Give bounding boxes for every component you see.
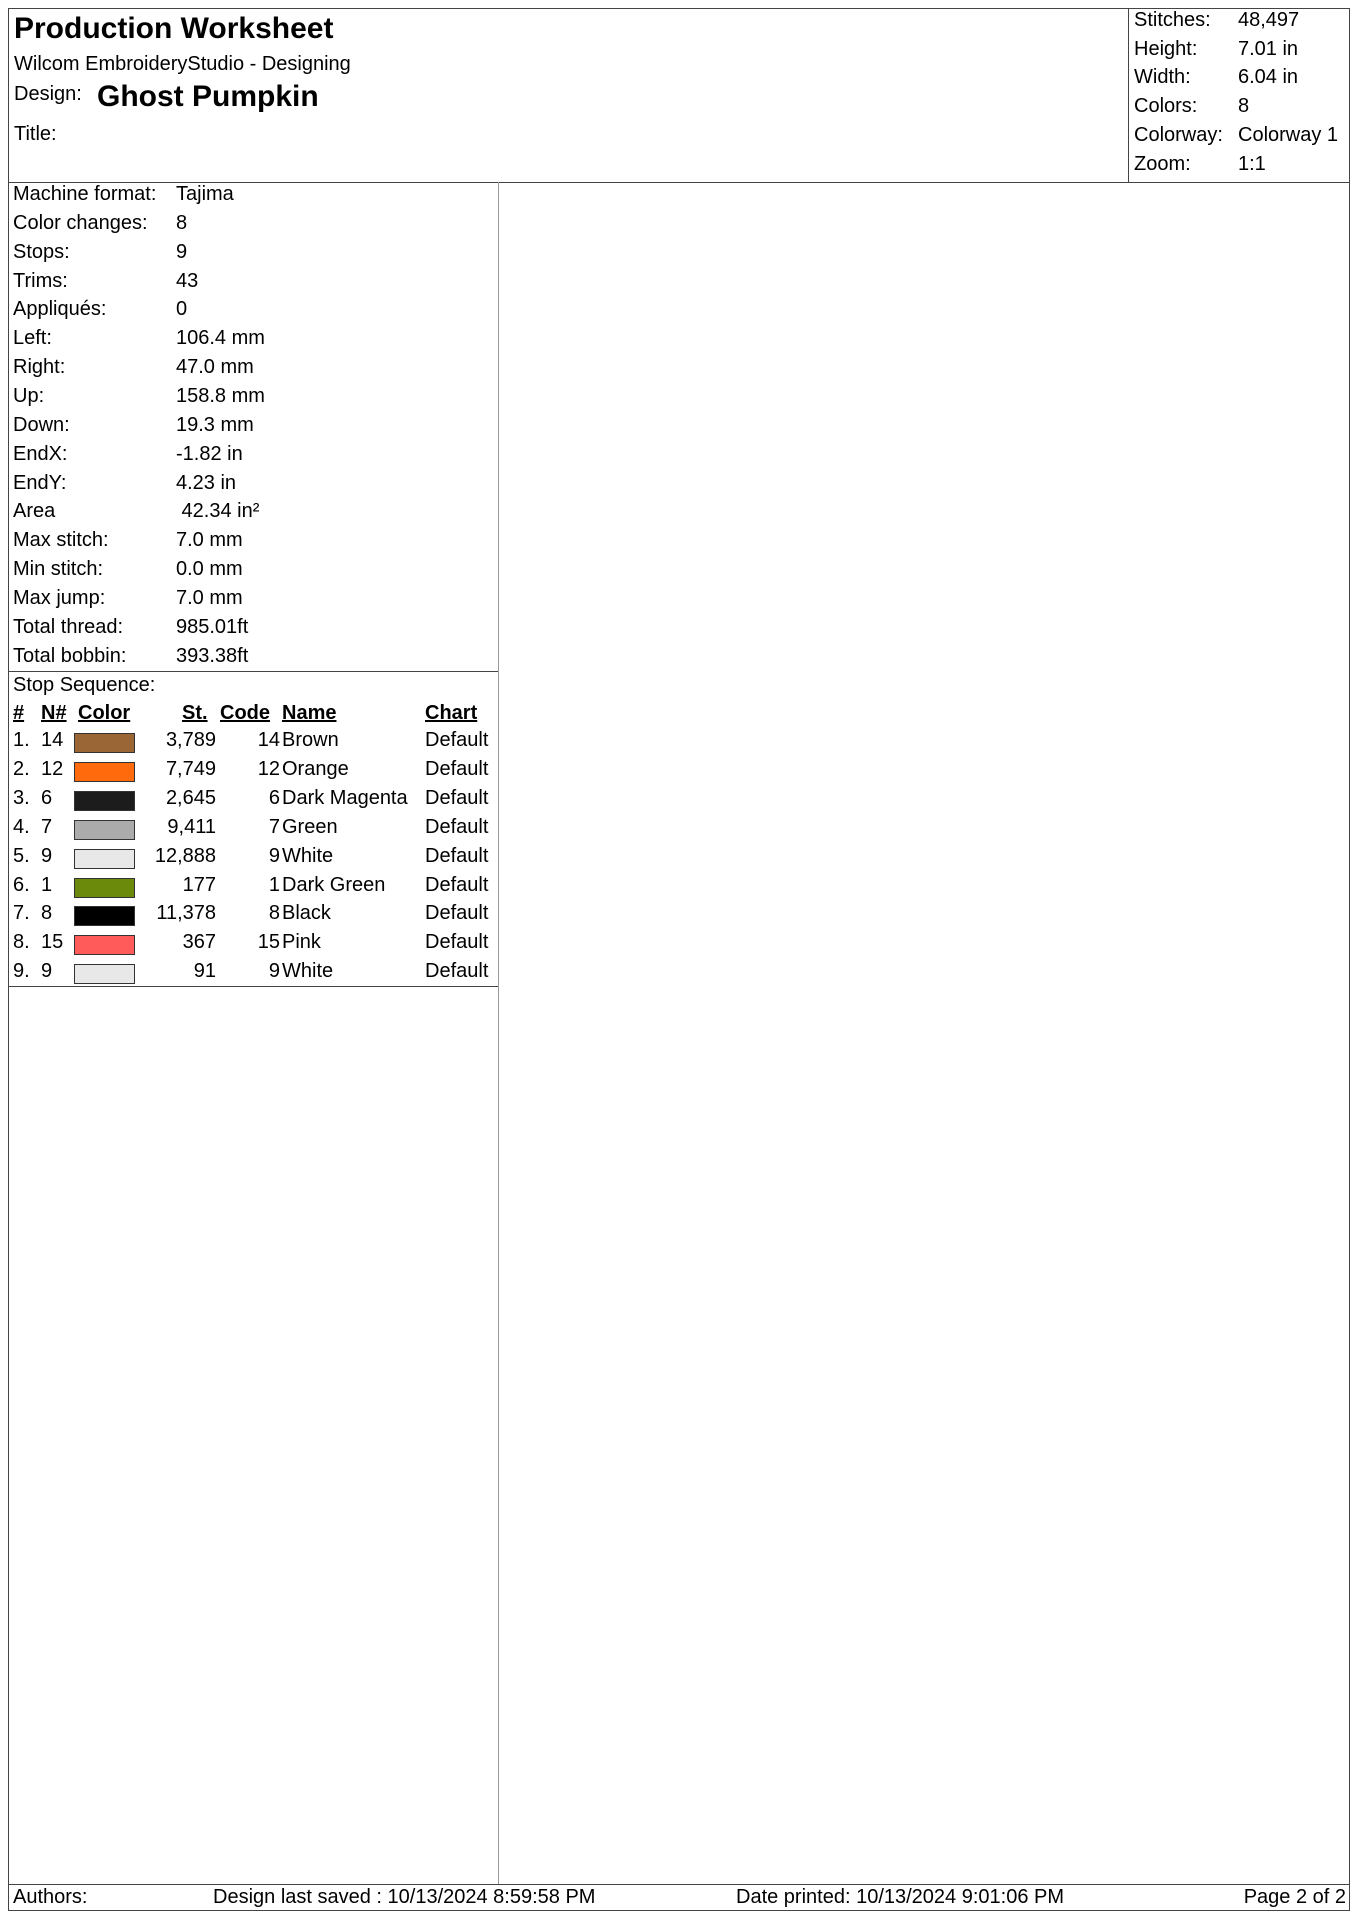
summary-label: Colorway: <box>1134 124 1223 146</box>
stat-label: Color changes: <box>13 211 148 234</box>
stop-needle: 9 <box>41 844 53 867</box>
stop-row <box>8 874 498 903</box>
worksheet-footer <box>8 1884 1350 1911</box>
stat-value: 106.4 mm <box>176 327 265 350</box>
summary-value: 48,497 <box>1238 9 1300 31</box>
stop-code: 1 <box>268 873 280 896</box>
stop-index: 4. <box>13 815 30 838</box>
design-label: Design: <box>14 83 82 105</box>
footer-date-printed: Date printed: 10/13/2024 9:01:06 PM <box>736 1886 1065 1908</box>
stop-sequence <box>8 672 498 987</box>
summary-value: Colorway 1 <box>1238 124 1339 146</box>
stat-label: Total thread: <box>13 615 124 638</box>
col-header-st: St. <box>182 702 208 724</box>
stop-row <box>8 758 498 787</box>
stop-row <box>8 960 498 989</box>
stat-value: 0.0 mm <box>176 558 243 581</box>
stop-code: 14 <box>257 729 280 751</box>
color-swatch <box>74 849 135 869</box>
summary-row-width <box>1129 66 1351 94</box>
footer-page-number: Page 2 of 2 <box>1243 1886 1346 1908</box>
page-title: Production Worksheet <box>14 12 334 45</box>
stop-color-name: Black <box>282 902 331 925</box>
color-swatch <box>74 964 135 984</box>
stop-code: 9 <box>268 844 280 867</box>
stop-index: 2. <box>13 757 30 780</box>
stop-chart: Default <box>425 815 489 838</box>
stop-code: 9 <box>268 960 280 983</box>
stop-stitches: 11,378 <box>156 902 216 925</box>
stop-chart: Default <box>425 960 489 983</box>
stop-code: 8 <box>268 902 280 925</box>
summary-label: Stitches: <box>1134 9 1211 31</box>
summary-row-colors <box>1129 95 1351 123</box>
stat-value: 7.0 mm <box>176 529 243 552</box>
stat-value: 0 <box>176 298 188 321</box>
col-header-code: Code <box>220 702 270 724</box>
col-header-color: Color <box>78 702 131 724</box>
stop-chart: Default <box>425 902 489 925</box>
summary-panel <box>1128 8 1350 182</box>
stat-value: Tajima <box>176 183 234 205</box>
stop-color-name: White <box>282 960 334 983</box>
stop-needle: 7 <box>41 815 53 838</box>
stat-value: 985.01ft <box>176 615 249 638</box>
color-swatch <box>74 820 135 840</box>
stop-code: 15 <box>257 931 280 954</box>
stat-value: 9 <box>176 240 188 263</box>
stat-label: Machine format: <box>13 183 157 205</box>
stop-color-name: Pink <box>282 931 321 954</box>
color-swatch <box>74 878 135 898</box>
stat-value: 7.0 mm <box>176 586 243 609</box>
stat-label: EndX: <box>13 442 68 465</box>
stat-value: 47.0 mm <box>176 356 254 379</box>
col-header-chart: Chart <box>425 702 478 724</box>
stop-stitches: 9,411 <box>167 815 216 838</box>
stop-needle: 6 <box>41 786 53 809</box>
stop-row <box>8 816 498 845</box>
stat-value: 43 <box>176 269 199 292</box>
color-swatch <box>74 733 135 753</box>
stat-value: 8 <box>176 211 188 234</box>
stop-row <box>8 787 498 816</box>
stop-code: 12 <box>257 757 280 780</box>
stop-index: 3. <box>13 786 30 809</box>
stat-label: Max stitch: <box>13 529 109 552</box>
stop-code: 7 <box>268 815 280 838</box>
color-swatch <box>74 791 135 811</box>
stop-color-name: Green <box>282 815 338 838</box>
stop-row <box>8 931 498 960</box>
stop-index: 8. <box>13 931 30 954</box>
summary-value: 1:1 <box>1238 153 1266 175</box>
stat-label: EndY: <box>13 471 67 494</box>
stop-code: 6 <box>268 786 280 809</box>
design-name: Ghost Pumpkin <box>97 80 319 113</box>
color-swatch <box>74 906 135 926</box>
stop-needle: 8 <box>41 902 53 925</box>
stop-chart: Default <box>425 757 489 780</box>
summary-value: 6.04 in <box>1238 66 1299 88</box>
stop-row <box>8 729 498 758</box>
stop-index: 6. <box>13 873 30 896</box>
summary-row-height <box>1129 38 1351 66</box>
footer-last-saved: Design last saved : 10/13/2024 8:59:58 PM <box>213 1886 596 1908</box>
app-name: Wilcom EmbroideryStudio - Designing <box>14 53 351 75</box>
stop-needle: 9 <box>41 960 53 983</box>
stop-chart: Default <box>425 729 489 751</box>
summary-label: Width: <box>1134 66 1191 88</box>
stat-label: Trims: <box>13 269 68 292</box>
stop-color-name: Brown <box>282 729 339 751</box>
stop-needle: 15 <box>41 931 64 954</box>
stop-needle: 12 <box>41 757 64 780</box>
stop-stitches: 3,789 <box>165 729 216 751</box>
summary-row-stitches <box>1129 9 1351 37</box>
summary-value: 7.01 in <box>1238 38 1299 60</box>
stop-chart: Default <box>425 786 489 809</box>
summary-row-colorway <box>1129 124 1351 152</box>
stat-value: 42.34 in² <box>176 500 260 523</box>
stat-value: 393.38ft <box>176 644 249 667</box>
stat-label: Min stitch: <box>13 558 104 581</box>
stop-needle: 1 <box>41 873 53 896</box>
summary-label: Height: <box>1134 38 1198 60</box>
stop-stitches: 367 <box>182 931 216 954</box>
footer-authors: Authors: <box>13 1886 88 1908</box>
stop-stitches: 177 <box>182 873 216 896</box>
stop-needle: 14 <box>41 729 64 751</box>
stop-stitches: 2,645 <box>165 786 216 809</box>
col-header-n: N# <box>41 702 67 724</box>
stat-value: -1.82 in <box>176 442 243 465</box>
stop-sequence-title: Stop Sequence: <box>13 674 156 696</box>
stop-index: 5. <box>13 844 30 867</box>
stat-label: Up: <box>13 384 45 407</box>
stop-index: 1. <box>13 729 30 751</box>
col-header-num: # <box>13 702 25 724</box>
stop-stitches: 12,888 <box>154 844 216 867</box>
stat-label: Stops: <box>13 240 70 263</box>
stop-color-name: Dark Green <box>282 873 386 896</box>
stop-row <box>8 845 498 874</box>
stat-label: Appliqués: <box>13 298 107 321</box>
col-header-name: Name <box>282 702 337 724</box>
summary-row-zoom <box>1129 153 1351 181</box>
title-label: Title: <box>14 123 57 145</box>
stat-value: 4.23 in <box>176 471 237 494</box>
stop-stitches: 91 <box>193 960 216 983</box>
stop-row <box>8 902 498 931</box>
details-column <box>8 182 499 1885</box>
stop-color-name: Dark Magenta <box>282 786 408 809</box>
stat-label: Down: <box>13 413 70 436</box>
stop-index: 7. <box>13 902 30 925</box>
stop-index: 9. <box>13 960 30 983</box>
stat-label: Max jump: <box>13 586 106 609</box>
color-swatch <box>74 762 135 782</box>
summary-label: Colors: <box>1134 95 1198 117</box>
stop-chart: Default <box>425 873 489 896</box>
stop-stitches: 7,749 <box>165 757 216 780</box>
stat-label: Area <box>13 500 56 523</box>
stop-chart: Default <box>425 931 489 954</box>
machine-stats <box>8 182 498 672</box>
worksheet-header <box>8 8 1350 183</box>
stop-chart: Default <box>425 844 489 867</box>
stat-label: Left: <box>13 327 52 350</box>
summary-label: Zoom: <box>1134 153 1191 175</box>
summary-value: 8 <box>1238 95 1250 117</box>
color-swatch <box>74 935 135 955</box>
stat-label: Right: <box>13 356 66 379</box>
stat-value: 158.8 mm <box>176 384 265 407</box>
stop-color-name: Orange <box>282 757 349 780</box>
stop-color-name: White <box>282 844 334 867</box>
stat-label: Total bobbin: <box>13 644 127 667</box>
stat-value: 19.3 mm <box>176 413 254 436</box>
